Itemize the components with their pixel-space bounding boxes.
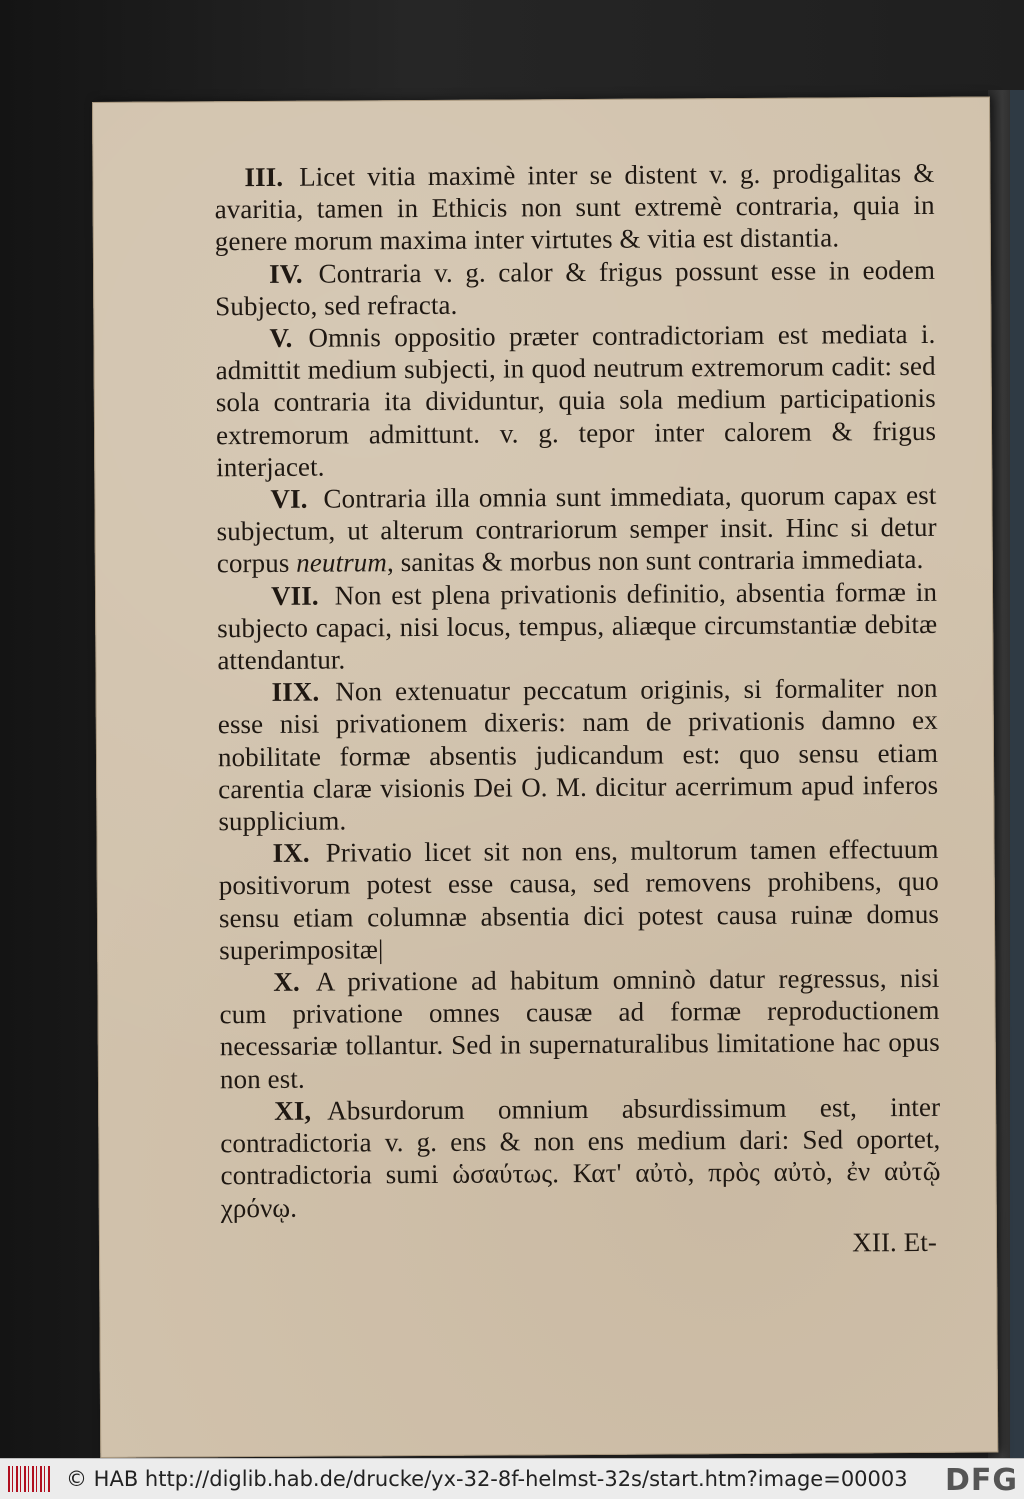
paragraph-xi — [220, 1091, 941, 1224]
thesis-number: V. — [269, 322, 293, 353]
thesis-number: IX. — [272, 837, 310, 869]
paragraph-x — [219, 962, 940, 1095]
thesis-number: IV. — [268, 258, 303, 289]
viewer-footer — [0, 1458, 1024, 1499]
thesis-text: Non est plena privationis definitio, absentia formæ in subjecto capaci, nisi locus, tempus, aliæque circumstantiæ debitæ attendantur. — [217, 576, 938, 676]
thesis-text: A privatione ad habitum omninò datur regressus, nisi cum privatione omnes causæ ad formæ reproductionem necessariæ tollantur. Sed in supernaturalibus limitatione hac opus non est. — [219, 962, 940, 1094]
thesis-text: Contraria illa omnia sunt immediata, quorum capax est subjectum, ut alterum contrariorum semper insit. Hinc si detur corpus — [216, 479, 937, 579]
paragraph-vii — [217, 575, 938, 676]
barcode-icon — [8, 1466, 52, 1492]
paragraph-ix — [218, 833, 939, 966]
copyright-url[interactable]: © HAB http://diglib.hab.de/drucke/yx-32-8f-helmst-32s/start.htm?image=00003 — [66, 1467, 908, 1491]
paragraph-v — [215, 318, 936, 483]
scanned-page — [92, 97, 998, 1458]
thesis-number: XI, — [274, 1095, 312, 1126]
thesis-text: Licet vitia maximè inter se distent v. g. prodigalitas & avaritia, tamen in Ethicis non sunt extremè contraria, quia in genere morum maxima inter virtutes & vitia est distantia. — [214, 157, 935, 257]
dfg-logo: DFG — [941, 1463, 1018, 1498]
paragraph-vi — [216, 479, 937, 580]
thesis-number: IIX. — [271, 676, 320, 708]
thesis-italic: neutrum — [296, 547, 388, 579]
thesis-number: VI. — [270, 483, 308, 514]
page-text — [214, 157, 941, 1262]
thesis-text-end: , sanitas & morbus non sunt contraria immediata. — [386, 544, 924, 578]
thesis-text: Contraria v. g. calor & frigus possunt esse in eodem Subjecto, sed refracta. — [215, 254, 936, 322]
paragraph-iv — [215, 253, 935, 322]
thesis-text: Omnis oppositio præter contradictoriam est mediata i. admittit medium subjecti, in quod neutrum extremorum cadit: sed sola contraria ita dividuntur, quia sola medium participationis extremorum admittunt. v. g. tepor inter calorem & frigus interjacet. — [215, 318, 937, 483]
thesis-number: III. — [244, 161, 284, 193]
thesis-text: Privatio licet sit non ens, multorum tamen effectuum positivorum potest esse causa, sed removens prohibens, quo sensu etiam columnæ absentia dici potest causa ruinæ domus superimpositæ| — [218, 834, 940, 966]
thesis-text: Non extenuatur peccatum originis, si formaliter non esse nisi privationem dixeris: nam de privationis damno ex nobilitate formæ absentis judicandum est: quo sensu etiam carentia claræ visionis Dei O. M. dicitur acerrimum apud inferos supplicium. — [217, 673, 939, 837]
next-page-strip — [1010, 90, 1024, 1460]
paragraph-iii — [214, 157, 935, 258]
thesis-number: VII. — [270, 580, 319, 611]
paragraph-iix — [218, 672, 939, 837]
thesis-text: Absurdorum omnium absurdissimum est, inter contradictoria v. g. ens & non ens medium dari: Sed oportet, contradictoria sumi ὡσαύτως. Κατ' αὐτὸ, πρὸς αὐτὸ, ἐν αὐτῷ χρόνῳ. — [220, 1091, 941, 1223]
catchword: XII. Et- — [852, 1226, 938, 1258]
thesis-number: X. — [273, 966, 300, 997]
